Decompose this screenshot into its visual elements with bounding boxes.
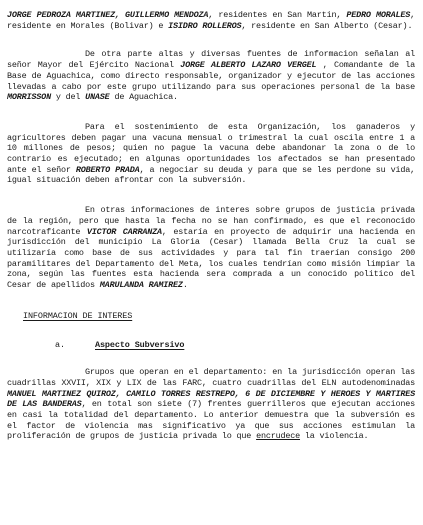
name-morrisson: MORRISSON	[7, 92, 51, 103]
subsection-title: Aspecto Subversivo	[95, 340, 185, 351]
name-isidro-rolleros: ISIDRO ROLLEROS	[168, 20, 242, 31]
name-victor-carranza: VICTOR CARRANZA	[86, 226, 162, 237]
paragraph-groups	[7, 367, 415, 442]
name-marulanda-ramirez: MARULANDA RAMIREZ	[99, 280, 183, 291]
text-fragment: , Comandante de la Base de Aguachica, como directo responsable, organizador y ejecutor de las acciones llevadas a cabo por este grupo utilizando para sus operaciones personal de la base	[7, 60, 415, 92]
name-unase: UNASE	[85, 92, 110, 103]
text-fragment: De otra parte altas y diversas fuentes de informacion señalan al señor Mayor del Ejército Nacional	[7, 49, 415, 71]
name-jorge-alberto-lazaro: JORGE ALBERTO LAZARO VERGEL	[180, 60, 317, 71]
text-fragment: de Aguachica.	[109, 92, 178, 103]
name-roberto-prada: ROBERTO PRADA	[75, 164, 140, 175]
subsection-number: a.	[55, 340, 65, 351]
text-fragment: .	[182, 280, 188, 291]
paragraph-residents	[7, 10, 415, 31]
text-fragment: la violencia.	[300, 431, 369, 442]
paragraph-army-major	[7, 49, 415, 103]
text-fragment: Grupos que operan en el departamento: en la jurisdicción operan las cuadrillas XXVII, XIX y LIX de las FARC, cuatro cuadrillas del ELN autodenominadas	[7, 367, 415, 388]
text-fragment: Para el sostenimiento de esta Organización, los ganaderos y agricultores deben pagar una vacuna mensual o trimestral la cual oscila entre 1 a 10 millones de pesos; quien no pague la vacuna debe abandonar la zona o de lo contrario es ejecutado; en algunas oportunidades los afectados se han presentado ante el señor	[7, 121, 415, 175]
text-fragment: , estaría en proyecto de adquirir una hacienda en jurisdicción del municipio La Gloria (Cesar) llamada Bella Cruz la cual se utilizaría como base de sus actividades y para tal fin traerían consigo 200 paramilitares del Departamento del Meta, los cuales tendrían como misión limpiar la zona, según las fuentes esta hacienda sera comprada a un conocido politico del Cesar de apellidos	[7, 226, 415, 291]
paragraph-financing	[7, 122, 415, 186]
underlined-word: encrudece	[256, 431, 301, 442]
text-fragment: En otras informaciones de interes sobre grupos de justicia privada de la región, pero que hasta la fecha no se han confirmado, es que el reconocido narcotraficante	[7, 205, 415, 237]
name-pedro-morales: PEDRO MORALES	[346, 10, 411, 20]
names-pedroza-mendoza: JORGE PEDROZA MARTINEZ, GUILLERMO MENDOZA	[7, 10, 209, 20]
section-heading: INFORMACION DE INTERES	[23, 310, 133, 321]
text-fragment: , residente en Morales (Bolivar) e	[7, 10, 416, 31]
subsection-heading	[55, 340, 415, 351]
names-eln-cuadrillas: MANUEL MARTINEZ QUIROZ, CAMILO TORRES RESTREPO, 6 DE DICIEMBRE Y HEROES Y MARTIRES DE LAS BANDERAS	[7, 388, 415, 410]
text-fragment: y del	[50, 92, 86, 103]
text-fragment: , en total son siete (7) frentes guerrilleros que ejecutan acciones en casi la totalidad del departamento. Lo anterior demuestra que la subversión es el factor de violencia mas significativo ya que sus acciones estimulan la proliferación de grupos de justicia privada lo que	[7, 399, 416, 442]
text-fragment: , residente en San Alberto (Cesar).	[241, 20, 413, 31]
text-fragment: , a negociar su deuda y para que se les perdone su vida, igual situación deben afrontar con la subversión.	[7, 164, 416, 186]
text-fragment: , residentes en San Martin,	[208, 10, 347, 20]
paragraph-other-information	[7, 205, 415, 291]
